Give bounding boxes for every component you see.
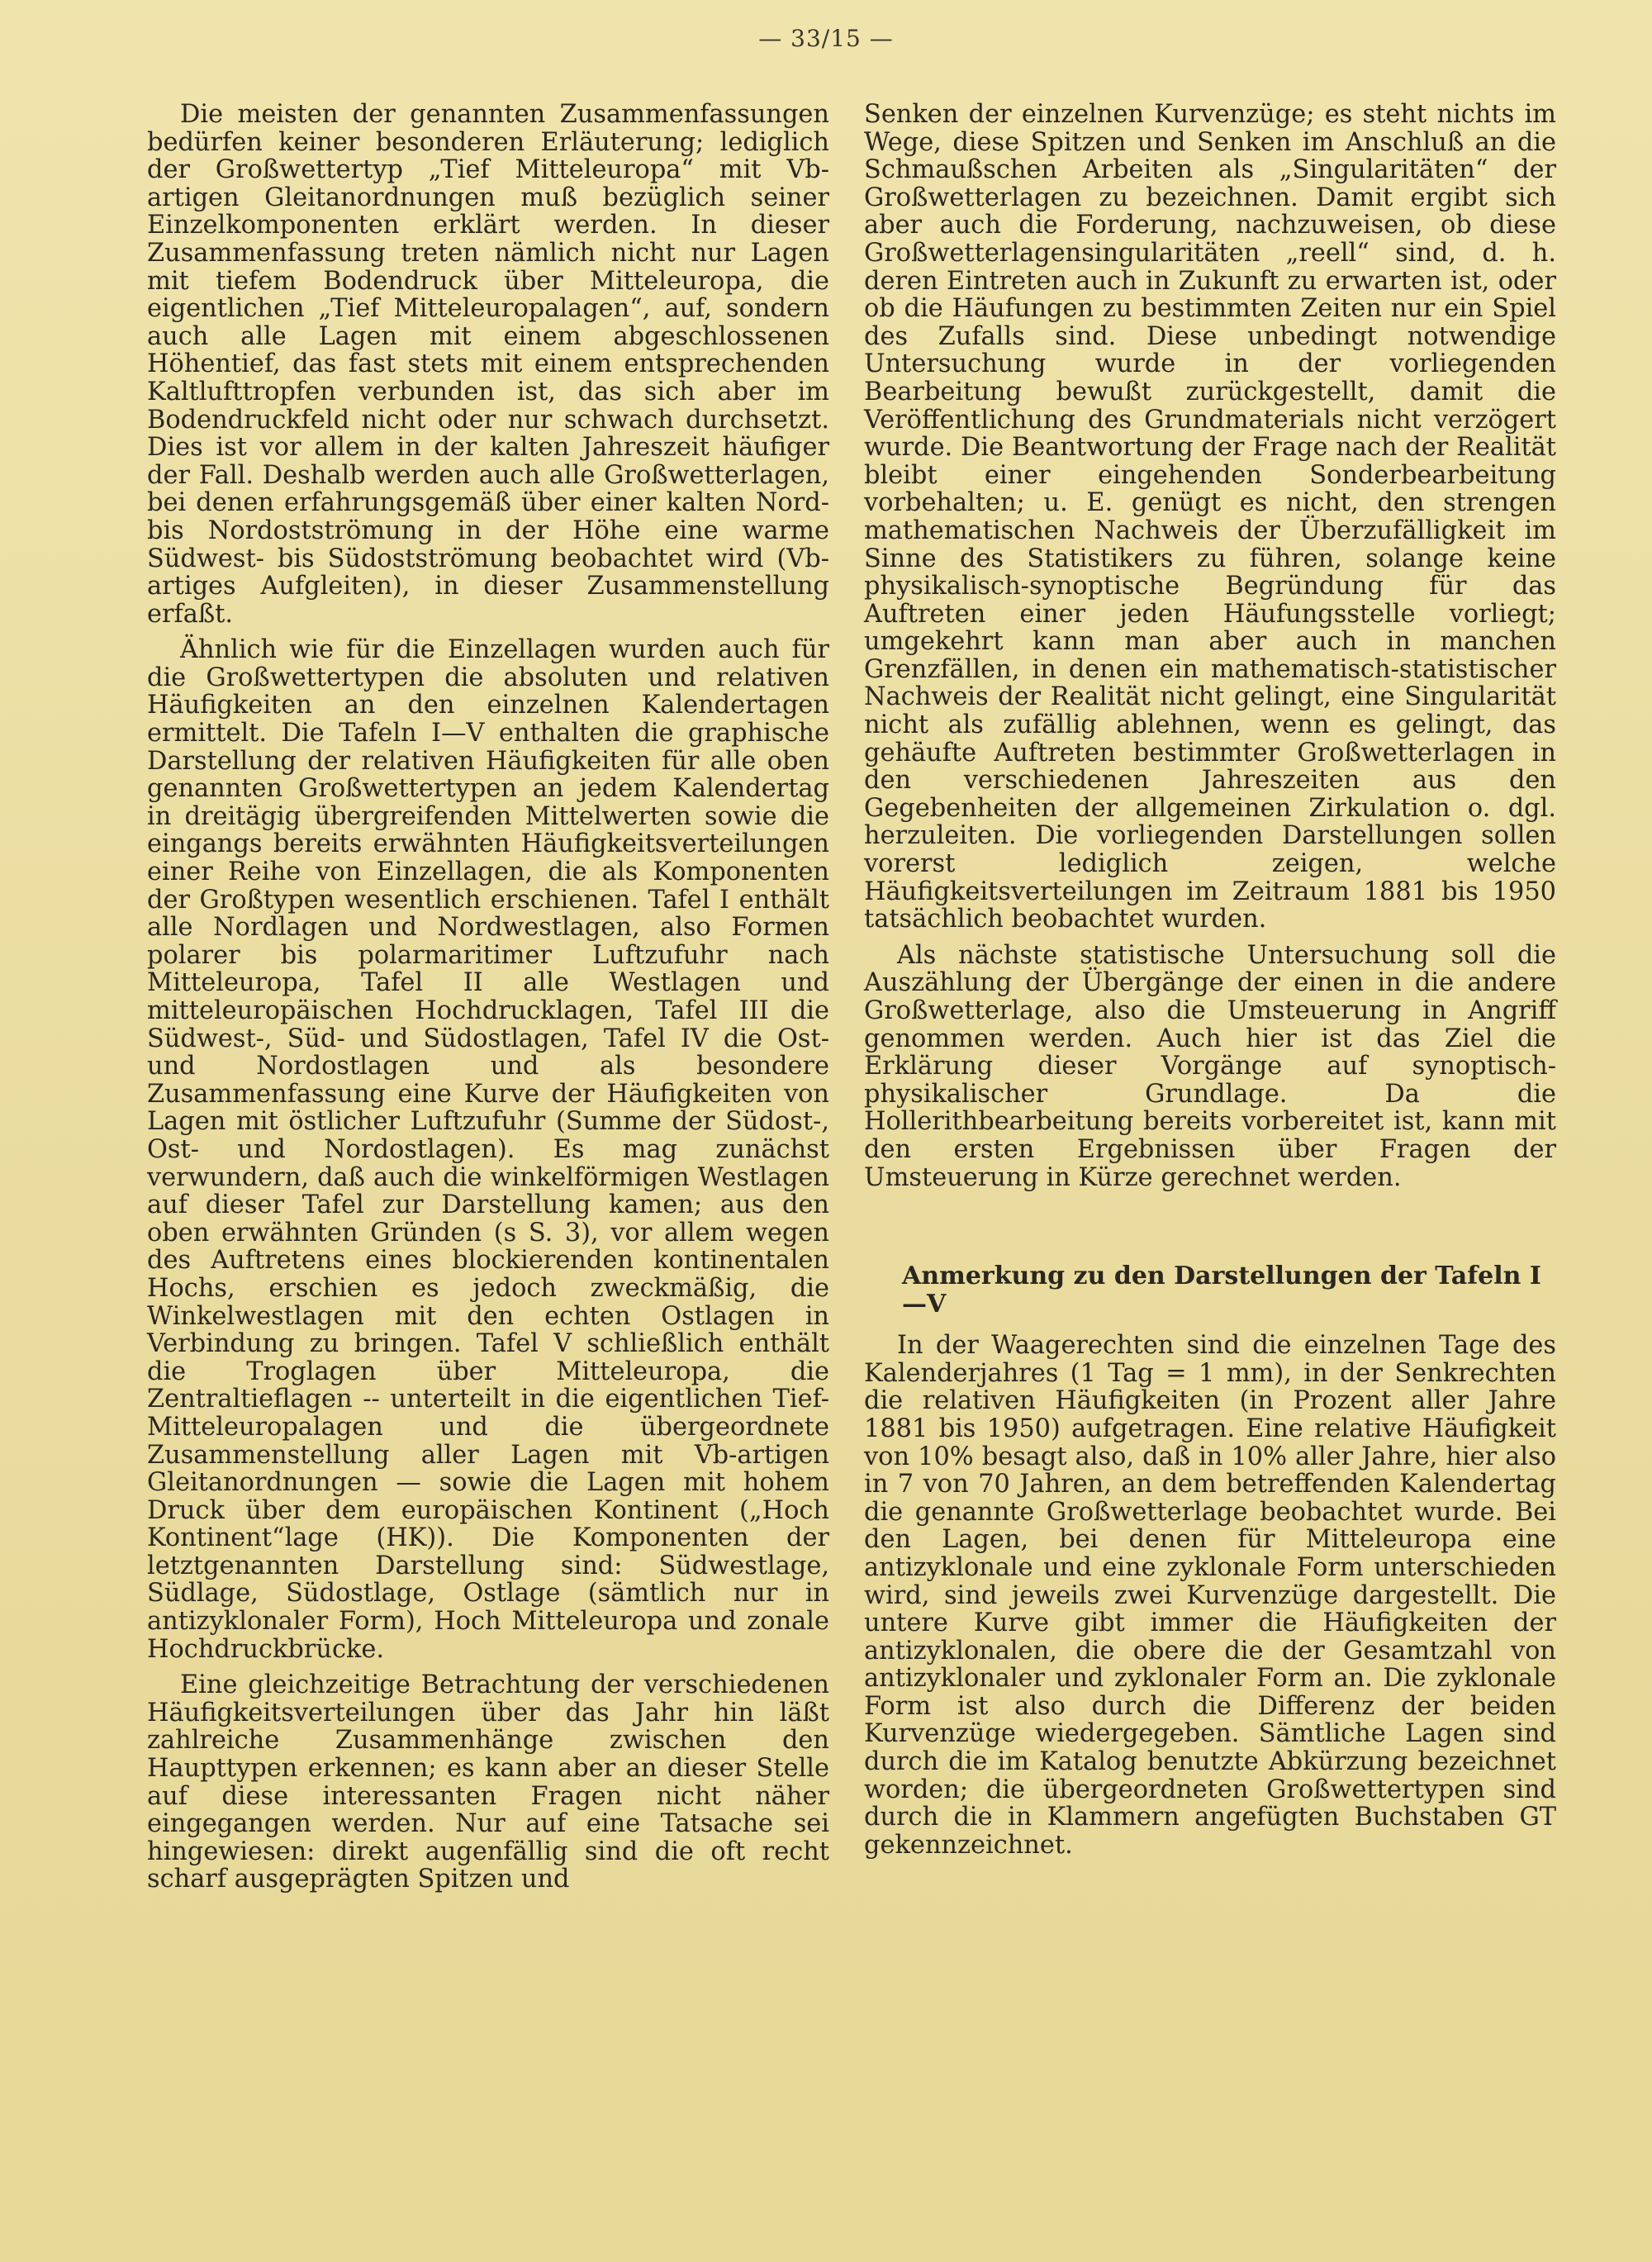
- paragraph: In der Waagerechten sind die einzelnen Tage des Kalenderjahres (1 Tag = 1 mm), in der Senkrechten die relativen Häufigkeiten (in Prozent aller Jahre 1881 bis 1950) aufgetragen. Eine relative Häufigkeit von 10% besagt also, daß in 10% aller Jahre, hier also in 7 von 70 Jahren, an dem betreffenden Kalendertag die genannte Großwetterlage beobachtet wurde. Bei den Lagen, bei denen für Mitteleuropa eine antizyklonale und eine zyklonale Form unterschieden wird, sind jeweils zwei Kurvenzüge dargestellt. Die untere Kurve gibt immer die Häufigkeiten der antizyklonalen, die obere die der Gesamtzahl von antizyklonaler und zyklonaler Form an. Die zyklonale Form ist also durch die Differenz der beiden Kurvenzüge wiedergegeben. Sämtliche Lagen sind durch die im Katalog benutzte Abkürzung bezeichnet worden; die übergeordneten Großwettertypen sind durch die in Klammern angefügten Buchstaben GT gekennzeichnet.: [864, 1331, 1556, 1860]
- section-heading: Anmerkung zu den Darstellungen der Tafeln I—V: [902, 1262, 1541, 1319]
- paragraph: Als nächste statistische Untersuchung soll die Auszählung der Übergänge der einen in die andere Großwetterlage, also die Umsteuerung in Angriff genommen werden. Auch hier ist das Ziel die Erklärung dieser Vorgänge auf synoptisch-physikalischer Grundlage. Da die Hollerithbearbeitung bereits vorbereitet ist, kann mit den ersten Ergebnissen über Fragen der Umsteuerung in Kürze gerechnet werden.: [864, 940, 1556, 1192]
- paragraph: Eine gleichzeitige Betrachtung der verschiedenen Häufigkeitsverteilungen über das Jahr hin läßt zahlreiche Zusammenhänge zwischen den Haupttypen erkennen; es kann aber an dieser Stelle auf diese interessanten Fragen nicht näher eingegangen werden. Nur auf eine Tatsache sei hingewiesen: direkt augenfällig sind die oft recht scharf ausgeprägten Spitzen und: [147, 1670, 829, 1894]
- page-number: — 33/15 —: [758, 25, 894, 52]
- left-column: [147, 101, 829, 1894]
- paragraph: Senken der einzelnen Kurvenzüge; es steht nichts im Wege, diese Spitzen und Senken im Anschluß an die Schmaußschen Arbeiten als „Singularitäten“ der Großwetterlagen zu bezeichnen. Damit ergibt sich aber auch die Forderung, nachzuweisen, ob diese Großwetterlagensingularitäten „reell“ sind, d. h. deren Eintreten auch in Zukunft zu erwarten ist, oder ob die Häufungen zu bestimmten Zeiten nur ein Spiel des Zufalls sind. Diese unbedingt notwendige Untersuchung wurde in der vorliegenden Bearbeitung bewußt zurückgestellt, damit die Veröffentlichung des Grundmaterials nicht verzögert wurde. Die Beantwortung der Frage nach der Realität bleibt einer eingehenden Sonderbearbeitung vorbehalten; u. E. genügt es nicht, den strengen mathematischen Nachweis der Überzufälligkeit im Sinne des Statistikers zu führen, solange keine physikalisch-synoptische Begründung für das Auftreten einer jeden Häufungsstelle vorliegt; umgekehrt kann man aber auch in manchen Grenzfällen, in denen ein mathematisch-statistischer Nachweis der Realität nicht gelingt, eine Singularität nicht als zufällig ablehnen, wenn es gelingt, das gehäufte Auftreten bestimmter Großwetterlagen in den verschiedenen Jahreszeiten aus den Gegebenheiten der allgemeinen Zirkulation o. dgl. herzuleiten. Die vorliegenden Darstellungen sollen vorerst lediglich zeigen, welche Häufigkeitsverteilungen im Zeitraum 1881 bis 1950 tatsächlich beobachtet wurden.: [864, 100, 1556, 934]
- right-column: [864, 101, 1556, 1859]
- paragraph: Ähnlich wie für die Einzellagen wurden auch für die Großwettertypen die absoluten und relativen Häufigkeiten an den einzelnen Kalendertagen ermittelt. Die Tafeln I—V enthalten die graphische Darstellung der relativen Häufigkeiten für alle oben genannten Großwettertypen an jedem Kalendertag in dreitägig übergreifenden Mittelwerten sowie die eingangs bereits erwähnten Häufigkeitsverteilungen einer Reihe von Einzellagen, die als Komponenten der Großtypen wesentlich erschienen. Tafel I enthält alle Nordlagen und Nordwestlagen, also Formen polarer bis polarmaritimer Luftzufuhr nach Mitteleuropa, Tafel II alle Westlagen und mitteleuropäischen Hochdrucklagen, Tafel III die Südwest-, Süd- und Südostlagen, Tafel IV die Ost- und Nordostlagen und als besondere Zusammenfassung eine Kurve der Häufigkeiten von Lagen mit östlicher Luftzufuhr (Summe der Südost-, Ost- und Nordostlagen). Es mag zunächst verwundern, daß auch die winkelförmigen Westlagen auf dieser Tafel zur Darstellung kamen; aus den oben erwähnten Gründen (s S. 3), vor allem wegen des Auftretens eines blockierenden kontinentalen Hochs, erschien es jedoch zweckmäßig, die Winkelwestlagen mit den echten Ostlagen in Verbindung zu bringen. Tafel V schließlich enthält die Troglagen über Mitteleuropa, die Zentraltieflagen -- unterteilt in die eigentlichen Tief-Mitteleuropalagen und die übergeordnete Zusammenstellung aller Lagen mit Vb-artigen Gleitanordnungen — sowie die Lagen mit hohem Druck über dem europäischen Kontinent („Hoch Kontinent“lage (HK)). Die Komponenten der letztgenannten Darstellung sind: Südwestlage, Südlage, Südostlage, Ostlage (sämtlich nur in antizyklonaler Form), Hoch Mitteleuropa und zonale Hochdruckbrücke.: [147, 635, 829, 1664]
- paragraph: Die meisten der genannten Zusammenfassungen bedürfen keiner besonderen Erläuterung; lediglich der Großwettertyp „Tief Mitteleuropa“ mit Vb-artigen Gleitanordnungen muß bezüglich seiner Einzelkomponenten erklärt werden. In dieser Zusammenfassung treten nämlich nicht nur Lagen mit tiefem Bodendruck über Mitteleuropa, die eigentlichen „Tief Mitteleuropalagen“, auf, sondern auch alle Lagen mit einem abgeschlossenen Höhentief, das fast stets mit einem entsprechenden Kaltlufttropfen verbunden ist, das sich aber im Bodendruckfeld nicht oder nur schwach durchsetzt. Dies ist vor allem in der kalten Jahreszeit häufiger der Fall. Deshalb werden auch alle Großwetterlagen, bei denen erfahrungsgemäß über einer kalten Nord- bis Nordostströmung in der Höhe eine warme Südwest- bis Südostströmung beobachtet wird (Vb-artiges Aufgleiten), in dieser Zusammenstellung erfaßt.: [147, 100, 829, 629]
